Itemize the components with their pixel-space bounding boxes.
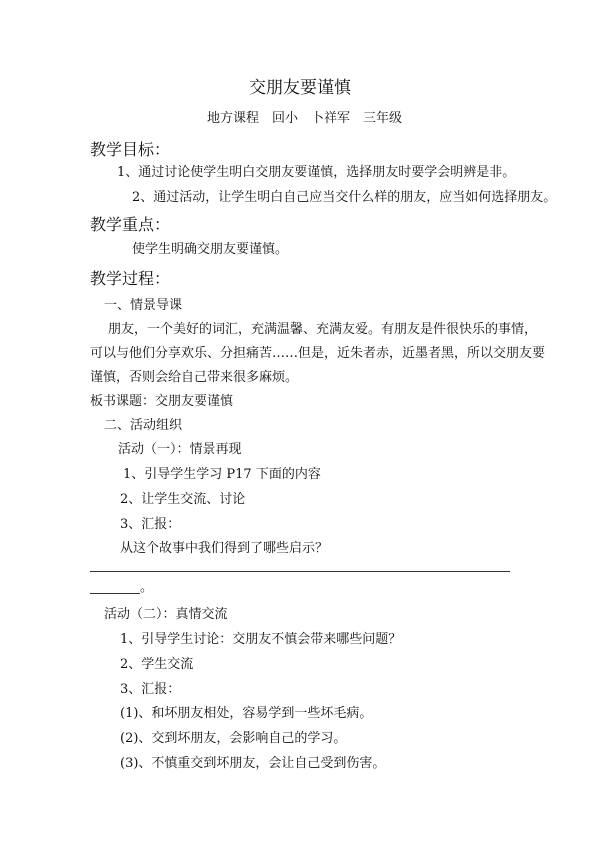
activity2-title: 活动（二）：真情交流 [104,607,228,622]
section1-paragraph-line: 可以与他们分享欢乐、分担痛苦……但是，近朱者赤，近墨者黑，所以交朋友要 [90,346,546,361]
activity2-answer: (3)、不慎重交到坏朋友，会让自己受到伤害。 [120,756,386,771]
answer-blank-line [90,571,510,572]
key-point-text: 使学生明确交朋友要谨慎。 [132,242,289,257]
section1-paragraph-line: 谨慎，否则会给自己带来很多麻烦。 [90,370,299,385]
activity1-title: 活动（一）：情景再现 [118,442,242,457]
activity1-question: 从这个故事中我们得到了哪些启示？ [120,541,329,556]
activity2-step: 1、引导学生讨论：交朋友不慎会带来哪些问题？ [120,632,402,647]
process-heading: 教学过程： [90,269,171,288]
document-subtitle: 地方课程 回小 卜祥军 三年级 [207,111,403,126]
blank-end-mark: 。 [140,580,154,595]
activity2-step: 3、汇报： [120,682,181,697]
activity1-step: 1、引导学生学习 P17 下面的内容 [123,467,321,482]
objective-item: 2、通过活动，让学生明白自己应当交什么样的朋友，应当如何选择朋友。 [132,190,557,205]
objective-item: 1、通过讨论使学生明白交朋友要谨慎，选择朋友时要学会明辨是非。 [117,165,516,180]
activity1-step: 2、让学生交流、讨论 [120,492,246,507]
answer-blank-line [90,593,140,594]
objectives-heading: 教学目标： [90,140,171,159]
board-title: 板书课题：交朋友要谨慎 [90,394,234,409]
key-point-heading: 教学重点： [90,215,171,234]
activity2-step: 2、学生交流 [120,657,194,672]
section1-title: 一、情景导课 [104,298,183,313]
document-title: 交朋友要谨慎 [249,78,351,98]
section1-paragraph-line: 朋友，一个美好的词汇，充满温馨、充满友爱。有朋友是件很快乐的事情， [108,322,538,337]
section2-title: 二、活动组织 [104,418,183,433]
activity2-answer: (1)、和坏朋友相处，容易学到一些坏毛病。 [120,706,373,721]
activity2-answer: (2)、交到坏朋友，会影响自己的学习。 [120,731,347,746]
activity1-step: 3、汇报： [120,517,181,532]
